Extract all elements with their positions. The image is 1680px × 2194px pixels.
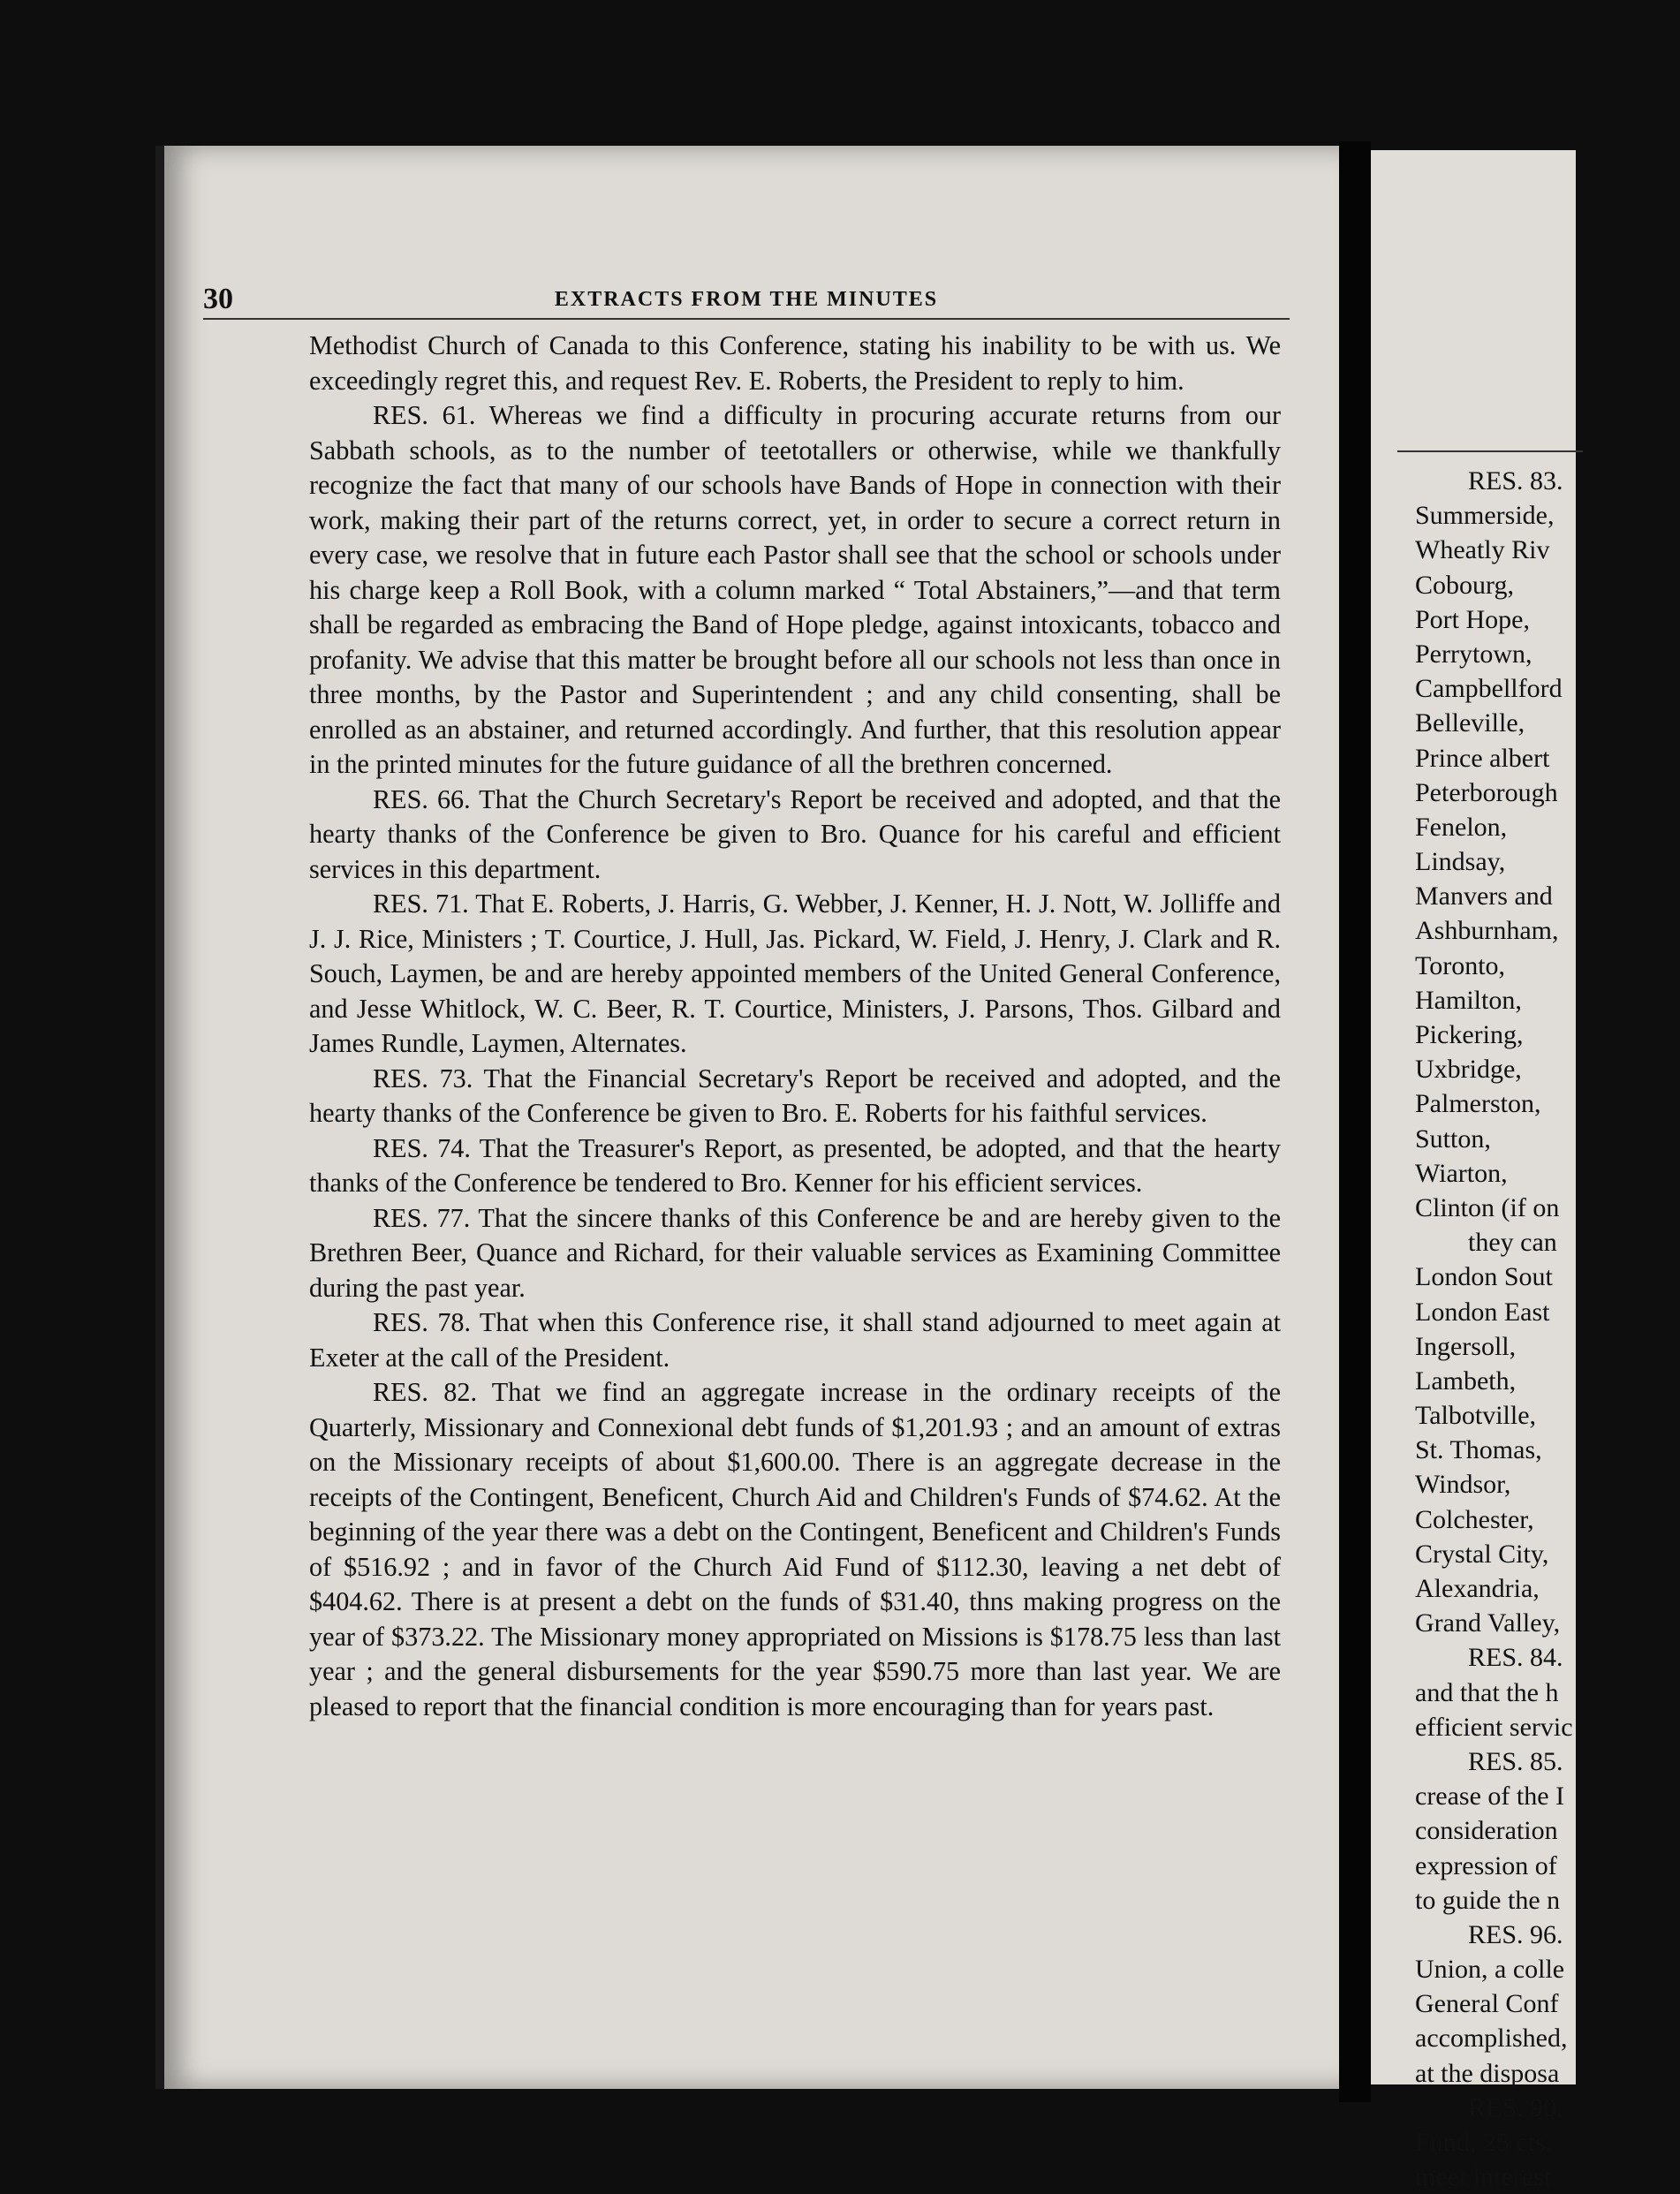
right-page-line: Summerside, [1415,501,1555,531]
right-page [1371,150,1576,2192]
resolution-paragraph: RES. 77. That the sincere thanks of this Conference be and are hereby given to the Brethren Beer, Quance and Richard, for their valuable services as Examining Committee during the past year. [309,1202,1281,1303]
right-page-line: accomplished, [1415,2024,1568,2054]
page-number: 30 [203,283,233,315]
right-page-line: consideration [1415,1816,1558,1846]
right-page-line: Wheatly Riv [1415,535,1550,565]
right-page-line: RES. 84. [1468,1643,1563,1673]
right-page-line: Colchester, [1415,1504,1534,1534]
right-page-line: Lambeth, [1415,1366,1517,1396]
right-page-line: Palmerston, [1415,1089,1541,1119]
right-page-line: Perrytown, [1415,639,1532,669]
right-page-line: Port Hope, [1415,604,1530,634]
right-page-line: at the disposa [1415,2058,1560,2088]
resolution-paragraph: RES. 61. Whereas we find a difficulty in procuring accurate returns from our Sabbath schools, as to the number of teetotallers or otherwise, while we thankfully recognize the fact that many of our schools have Bands of Hope in connection with their work, making their part of the returns correct, yet, in order to secure a correct return in every case, we resolve that in future each Pastor shall see that the school or schools under his charge keep a Roll Book, with a column marked “ Total Abstainers,”—and that term shall be regarded as embracing the Band of Hope pledge, against intoxicants, tobacco and profanity. We advise that this matter be brought before all our schools not less than once in three months, by the Pastor and Superintendent ; and any child consenting, shall be enrolled as an abstainer, and returned accordingly. And further, that this resolution appear in the printed minutes for the future guidance of all the brethren concerned. [309,400,1281,779]
right-page-line: Ashburnham, [1415,916,1559,946]
right-page-line: Clinton (if on [1415,1192,1560,1222]
right-page-line: RES. 85. [1468,1746,1563,1776]
right-page-line: Grand Valley, [1415,1608,1561,1638]
resolution-paragraph: RES. 82. That we find an aggregate increase in the ordinary receipts of the Quarterly, Missionary and Connexional debt funds of $1,201.93 ; and an amount of extras on the Missionary receipts of about $1,600.00. There is an aggregate decrease in the receipts of the Contingent, Beneficent, Church Aid and Children's Funds of $74.62. At the beginning of the year there was a debt on the Contingent, Beneficent and Children's Funds of $516.92 ; and in favor of the Church Aid Fund of $112.30, leaving a net debt of $404.62. There is at present a debt on the funds of $31.40, thns making progress on the year of $373.22. The Missionary money appropriated on Missions is $178.75 less than last year ; and the general disbursements for the year $590.75 more than last year. We are pleased to report that the financial condition is more encouraging than for years past. [309,1377,1281,1721]
right-page-line: Wiarton, [1415,1158,1508,1188]
right-page-line: crease of the I [1415,1782,1565,1812]
resolution-paragraph: RES. 66. That the Church Secretary's Report be received and adopted, and that the hearty thanks of the Conference be given to Bro. Quance for his careful and efficient services in this department. [309,783,1281,884]
right-page-line: Lindsay, [1415,847,1506,877]
right-page-line: they can [1468,1228,1557,1258]
right-page-line: Crystal City, [1415,1539,1549,1569]
right-page-line: to guide the n [1415,1885,1561,1915]
resolution-paragraph: RES. 78. That when this Conference rise, it shall stand adjourned to meet again at Exeter at the call of the President. [309,1307,1281,1373]
right-page-header-rule [1397,450,1583,452]
right-page-line: Pickering, [1415,1020,1524,1049]
right-page-line: Ingersoll, [1415,1331,1517,1361]
right-page-line: Fund, 25 cts. [1415,2128,1553,2157]
right-page-line: General Conf [1415,1989,1559,2019]
right-page-line: London Sout [1415,1262,1553,1292]
right-page-line: Toronto, [1415,950,1506,980]
running-head: EXTRACTS FROM THE MINUTES [554,288,939,311]
right-page-line: RES. 96. [1468,1919,1563,1949]
right-page-line: London East [1415,1297,1550,1327]
right-page-line: Union, a colle [1415,1955,1565,1985]
right-page-line: RES. 83. [1468,466,1563,496]
resolution-paragraph: Methodist Church of Canada to this Conference, stating his inability to be with us. We exceedingly regret this, and request Rev. E. Roberts, the President to reply to him. [309,330,1281,396]
resolution-paragraph: RES. 73. That the Financial Secretary's Report be received and adopted, and the hearty thanks of the Conference be given to Bro. E. Roberts for his faithful services. [309,1063,1281,1128]
right-page-line: Manvers and [1415,881,1553,912]
left-page-body [309,329,1281,1724]
right-page-line: Sutton, [1415,1123,1491,1154]
resolution-paragraph: RES. 71. That E. Roberts, J. Harris, G. Webber, J. Kenner, H. J. Nott, W. Jolliffe and J. J. Rice, Ministers ; T. Courtice, J. Hull, Jas. Pickard, W. Field, J. Henry, J. Clark and R. Souch, Laymen, be and are hereby appointed members of the United General Conference, and Jesse Whitlock, W. C. Beer, R. T. Courtice, Ministers, J. Parsons, Thos. Gilbard and James Rundle, Laymen, Alternates. [309,889,1281,1058]
right-page-line: St. Thomas, [1415,1435,1542,1465]
right-page-line: Cobourg, [1415,570,1514,600]
right-page-line: Uxbridge, [1415,1055,1522,1085]
right-page-line: and that the h [1415,1677,1559,1707]
right-page-line: Alexandria, [1415,1574,1540,1603]
right-page-line: RES. 90. [1468,2092,1563,2122]
right-page-line: Prince albert [1415,743,1550,773]
right-page-line: meet interest [1415,2162,1552,2192]
right-page-line: Belleville, [1415,708,1525,738]
resolution-paragraph: RES. 74. That the Treasurer's Report, as presented, be adopted, and that the hearty thanks of the Conference be tendered to Bro. Kenner for his efficient services. [309,1132,1281,1198]
right-page-text [1415,464,1680,2194]
page-header [203,283,1290,320]
right-page-line: Hamilton, [1415,985,1522,1015]
right-page-line: expression of [1415,1850,1557,1880]
right-page-line: Talbotville, [1415,1401,1537,1431]
right-page-line: Campbellford [1415,674,1563,704]
right-page-line: Windsor, [1415,1470,1511,1500]
right-page-line: Fenelon, [1415,812,1508,842]
right-page-line: Peterborough [1415,777,1558,807]
book-gutter [1339,141,1371,2102]
right-page-line: efficient servic [1415,1712,1573,1742]
